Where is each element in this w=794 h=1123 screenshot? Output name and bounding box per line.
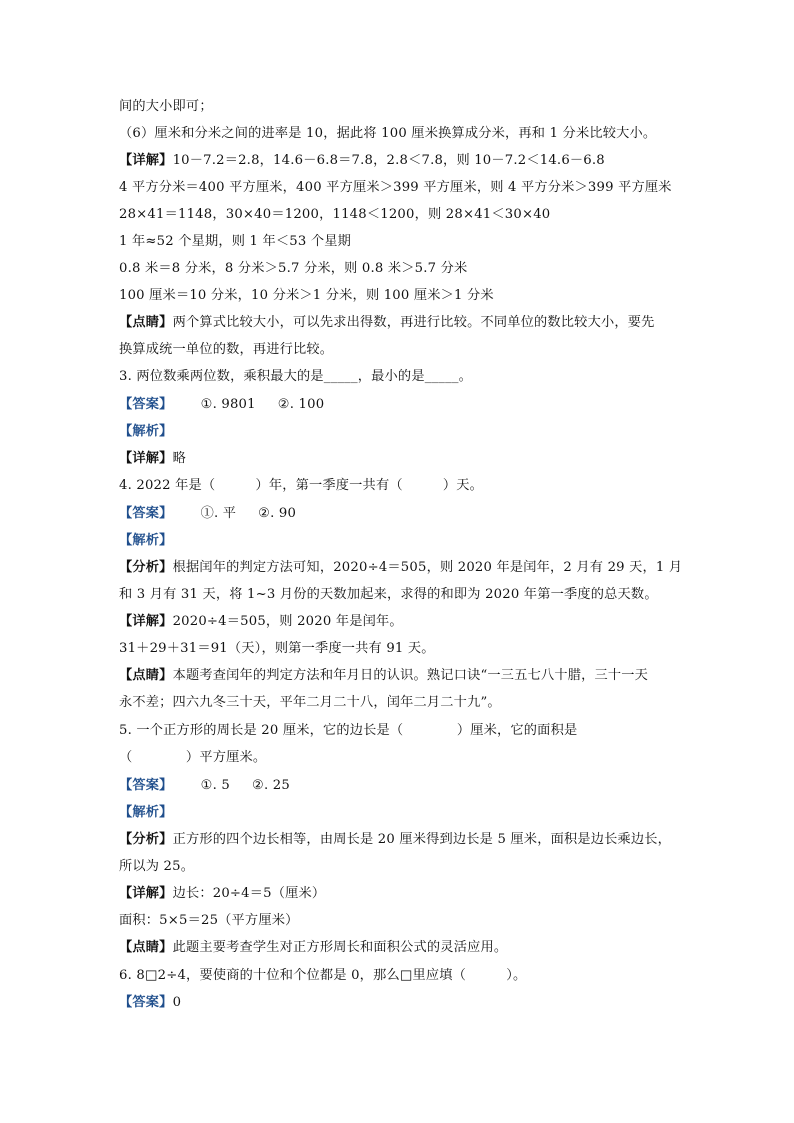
line-text: 永不差；四六九冬三十天，平年二月二十八，闰年二月二十九”。: [119, 695, 501, 710]
text-line: [119, 666, 648, 686]
text-line: [119, 476, 483, 496]
section-tag: 【点睛】: [119, 940, 173, 955]
text-line: [119, 776, 290, 796]
line-text: 0: [172, 995, 182, 1010]
text-line: [119, 558, 682, 578]
line-text: 28×41＝1148，30×40＝1200，1148＜1200，则 28×41＜30×40: [119, 207, 551, 222]
section-tag: 【解析】: [119, 424, 173, 439]
section-tag: 【答案】: [119, 778, 173, 793]
line-text: 6. 8□2÷4，要使商的十位和个位都是 0，那么□里应填（ ）。: [119, 968, 527, 983]
line-text: 3. 两位数乘两位数，乘积最大的是_____，最小的是_____。: [119, 369, 473, 384]
line-text: 两个算式比较大小，可以先求出得数，再进行比较。不同单位的数比较大小，要先: [172, 315, 655, 330]
section-tag: 【解析】: [119, 805, 173, 820]
text-line: [119, 748, 266, 768]
answer-1: ①. 5: [200, 778, 230, 793]
text-line: [119, 693, 501, 713]
line-text: 此题主要考查学生对正方形周长和面积公式的灵活应用。: [172, 940, 508, 955]
text-line: [119, 151, 605, 171]
answer-2: ②. 100: [277, 397, 325, 412]
text-line: [119, 259, 467, 279]
text-line: [119, 178, 672, 198]
text-line: [119, 639, 435, 659]
section-tag: 【解析】: [119, 533, 173, 548]
line-text: 间的大小即可；: [119, 99, 213, 114]
text-line: [119, 313, 655, 333]
line-text: 换算成统一单位的数，再进行比较。: [119, 342, 334, 357]
line-text: 根据闰年的判定方法可知，2020÷4＝505，则 2020 年是闰年，2 月有 29 天，1 月: [172, 560, 683, 575]
text-line: [119, 857, 194, 877]
line-text: 0.8 米＝8 分米，8 分米＞5.7 分米，则 0.8 米＞5.7 分米: [119, 261, 468, 276]
text-line: [119, 884, 325, 904]
line-text: 略: [172, 451, 186, 466]
line-text: （ ）平方厘米。: [119, 750, 267, 765]
section-tag: 【答案】: [119, 397, 173, 412]
text-line: [119, 340, 333, 360]
line-text: 5. 一个正方形的周长是 20 厘米，它的边长是（ ）厘米，它的面积是: [119, 723, 578, 738]
section-tag: 【分析】: [119, 560, 173, 575]
text-line: [119, 830, 671, 850]
line-text: 1 年≈52 个星期，则 1 年＜53 个星期: [119, 234, 352, 249]
line-text: （6）厘米和分米之间的进率是 10，据此将 100 厘米换算成分米，再和 1 分米比较大小。: [119, 126, 657, 141]
text-line: [119, 803, 173, 823]
line-text: 4. 2022 年是（ ）年，第一季度一共有（ ）天。: [119, 478, 484, 493]
text-line: [119, 966, 526, 986]
line-text: 和 3 月有 31 天，将 1~3 月份的天数加起来，求得的和即为 2020 年第一季度的总天数。: [119, 587, 658, 602]
text-line: [119, 911, 299, 931]
text-line: [119, 286, 494, 306]
section-tag: 【点睛】: [119, 315, 173, 330]
section-tag: 【分析】: [119, 832, 173, 847]
text-line: [119, 205, 550, 225]
section-tag: 【详解】: [119, 153, 173, 168]
line-text: 10－7.2＝2.8，14.6－6.8＝7.8，2.8＜7.8，则 10－7.2＜14.6－6.8: [172, 153, 605, 168]
answer-2: ②. 90: [258, 506, 297, 521]
section-tag: 【详解】: [119, 886, 173, 901]
text-line: [119, 612, 403, 632]
answer-2: ②. 25: [251, 778, 290, 793]
line-text: 31＋29＋31＝91（天），则第一季度一共有 91 天。: [119, 641, 435, 656]
answer-1: ①. 9801: [200, 397, 256, 412]
text-line: [119, 585, 658, 605]
line-text: 面积：5×5＝25（平方厘米）: [119, 913, 299, 928]
line-text: 边长：20÷4＝5（厘米）: [172, 886, 326, 901]
line-text: 4 平方分米＝400 平方厘米，400 平方厘米＞399 平方厘米，则 4 平方分米＞399 平方厘米: [119, 180, 672, 195]
text-line: [119, 97, 213, 117]
section-tag: 【点睛】: [119, 668, 173, 683]
text-line: [119, 422, 173, 442]
section-tag: 【详解】: [119, 614, 173, 629]
text-line: [119, 367, 472, 387]
text-line: [119, 124, 656, 144]
line-text: 2020÷4＝505，则 2020 年是闰年。: [172, 614, 403, 629]
text-line: [119, 504, 296, 524]
text-line: [119, 993, 181, 1013]
line-text: 正方形的四个边长相等，由周长是 20 厘米得到边长是 5 厘米，面积是边长乘边长，: [172, 832, 672, 847]
section-tag: 【答案】: [119, 995, 173, 1010]
text-line: [119, 938, 507, 958]
text-line: [119, 232, 351, 252]
text-line: [119, 721, 577, 741]
line-text: 本题考查闰年的判定方法和年月日的认识。熟记口诀“一三五七八十腊，三十一天: [172, 668, 649, 683]
text-line: [119, 395, 324, 415]
section-tag: 【答案】: [119, 506, 173, 521]
line-text: 100 厘米＝10 分米，10 分米＞1 分米，则 100 厘米＞1 分米: [119, 288, 494, 303]
text-line: [119, 449, 186, 469]
text-line: [119, 531, 173, 551]
section-tag: 【详解】: [119, 451, 173, 466]
line-text: 所以为 25。: [119, 859, 195, 874]
answer-1: ①. 平: [200, 506, 237, 521]
